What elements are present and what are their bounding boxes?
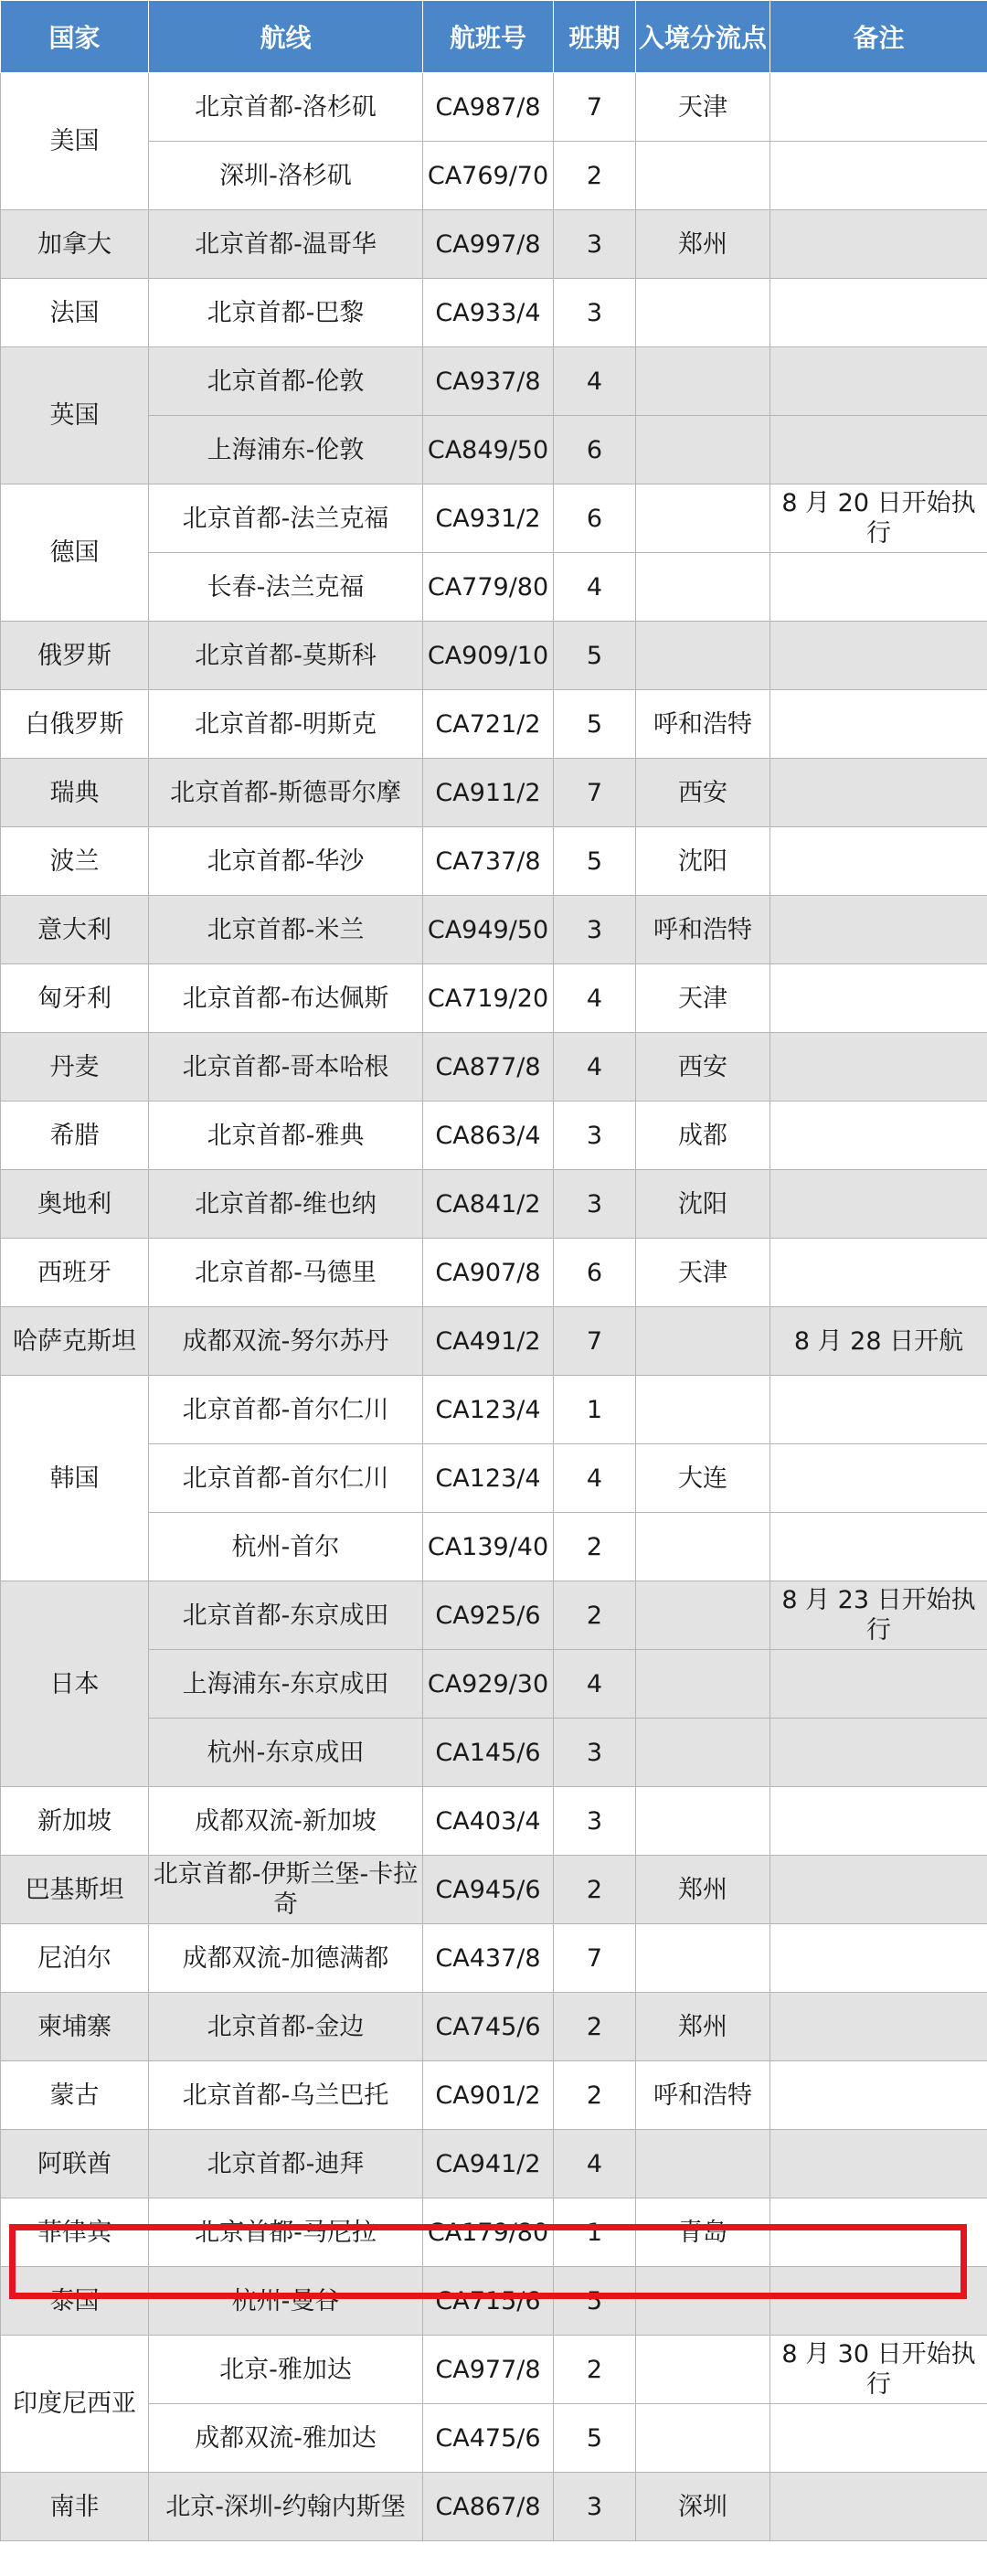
route-cell: 北京-深圳-约翰内斯堡	[149, 2473, 423, 2541]
route-cell: 北京首都-马尼拉	[149, 2198, 423, 2267]
country-cell: 法国	[1, 279, 149, 347]
schedule-cell: 4	[554, 553, 636, 622]
country-cell: 瑞典	[1, 759, 149, 827]
remarks-cell	[770, 896, 987, 964]
remarks-cell	[770, 2130, 987, 2198]
flight-number-cell: CA841/2	[423, 1170, 554, 1239]
country-cell: 德国	[1, 484, 149, 622]
header-row	[1, 1, 987, 73]
route-cell: 北京首都-华沙	[149, 827, 423, 896]
route-cell: 成都双流-努尔苏丹	[149, 1307, 423, 1376]
entry-point-cell	[636, 622, 770, 690]
schedule-cell: 2	[554, 1993, 636, 2061]
remarks-cell	[770, 1650, 987, 1719]
country-cell: 奥地利	[1, 1170, 149, 1239]
schedule-cell: 4	[554, 1033, 636, 1102]
table-row	[1, 1376, 987, 1444]
table-row	[1, 416, 987, 484]
remarks-cell	[770, 1924, 987, 1993]
flight-number-cell: CA907/8	[423, 1239, 554, 1307]
country-cell: 菲律宾	[1, 2198, 149, 2267]
remarks-cell	[770, 1993, 987, 2061]
table-row	[1, 1102, 987, 1170]
remarks-cell	[770, 1033, 987, 1102]
schedule-cell: 6	[554, 1239, 636, 1307]
table-row	[1, 690, 987, 759]
flight-number-cell: CA779/80	[423, 553, 554, 622]
country-cell: 西班牙	[1, 1239, 149, 1307]
table-row	[1, 1033, 987, 1102]
schedule-cell: 2	[554, 2061, 636, 2130]
flight-number-cell: CA937/8	[423, 347, 554, 416]
country-cell: 南非	[1, 2473, 149, 2541]
remarks-cell: 8 月 30 日开始执行	[770, 2336, 987, 2404]
flight-number-cell: CA877/8	[423, 1033, 554, 1102]
entry-point-cell	[636, 1513, 770, 1581]
flight-number-cell: CA867/8	[423, 2473, 554, 2541]
flight-number-cell: CA123/4	[423, 1376, 554, 1444]
entry-point-cell	[636, 2336, 770, 2404]
country-cell: 印度尼西亚	[1, 2336, 149, 2473]
remarks-cell	[770, 622, 987, 690]
country-cell: 波兰	[1, 827, 149, 896]
route-cell: 北京首都-维也纳	[149, 1170, 423, 1239]
route-cell: 北京首都-伊斯兰堡-卡拉奇	[149, 1856, 423, 1924]
schedule-cell: 7	[554, 1307, 636, 1376]
table-row	[1, 1444, 987, 1513]
remarks-cell	[770, 2404, 987, 2473]
table-body	[1, 73, 987, 2541]
country-cell: 意大利	[1, 896, 149, 964]
route-cell: 上海浦东-伦敦	[149, 416, 423, 484]
table-row	[1, 1924, 987, 1993]
remarks-cell: 8 月 20 日开始执行	[770, 484, 987, 553]
entry-point-cell: 沈阳	[636, 827, 770, 896]
schedule-cell: 3	[554, 1170, 636, 1239]
header-country: 国家	[1, 1, 149, 73]
remarks-cell	[770, 1719, 987, 1787]
remarks-cell	[770, 827, 987, 896]
table-row	[1, 73, 987, 142]
table-row	[1, 2336, 987, 2404]
table-row	[1, 553, 987, 622]
country-cell: 英国	[1, 347, 149, 484]
entry-point-cell: 呼和浩特	[636, 896, 770, 964]
table-row	[1, 1307, 987, 1376]
table-row	[1, 2061, 987, 2130]
schedule-cell: 1	[554, 2198, 636, 2267]
table-row	[1, 759, 987, 827]
route-cell: 北京首都-莫斯科	[149, 622, 423, 690]
schedule-cell: 2	[554, 2336, 636, 2404]
entry-point-cell	[636, 1307, 770, 1376]
schedule-cell: 2	[554, 1581, 636, 1650]
entry-point-cell: 郑州	[636, 1856, 770, 1924]
route-cell: 北京首都-雅典	[149, 1102, 423, 1170]
route-cell: 成都双流-加德满都	[149, 1924, 423, 1993]
entry-point-cell: 天津	[636, 73, 770, 142]
route-cell: 深圳-洛杉矶	[149, 142, 423, 210]
schedule-cell: 3	[554, 1102, 636, 1170]
route-cell: 北京首都-乌兰巴托	[149, 2061, 423, 2130]
country-cell: 韩国	[1, 1376, 149, 1581]
entry-point-cell	[636, 347, 770, 416]
schedule-cell: 5	[554, 622, 636, 690]
table-row	[1, 279, 987, 347]
schedule-cell: 6	[554, 416, 636, 484]
country-cell: 丹麦	[1, 1033, 149, 1102]
flight-number-cell: CA403/4	[423, 1787, 554, 1856]
schedule-cell: 7	[554, 73, 636, 142]
schedule-cell: 5	[554, 2404, 636, 2473]
entry-point-cell	[636, 416, 770, 484]
remarks-cell: 8 月 23 日开始执行	[770, 1581, 987, 1650]
entry-point-cell: 沈阳	[636, 1170, 770, 1239]
schedule-cell: 7	[554, 759, 636, 827]
country-cell: 蒙古	[1, 2061, 149, 2130]
country-cell: 尼泊尔	[1, 1924, 149, 1993]
entry-point-cell: 大连	[636, 1444, 770, 1513]
flight-number-cell: CA929/30	[423, 1650, 554, 1719]
country-cell: 新加坡	[1, 1787, 149, 1856]
flight-number-cell: CA721/2	[423, 690, 554, 759]
flight-number-cell: CA925/6	[423, 1581, 554, 1650]
route-cell: 北京首都-金边	[149, 1993, 423, 2061]
flight-number-cell: CA901/2	[423, 2061, 554, 2130]
header-route: 航线	[149, 1, 423, 73]
entry-point-cell: 郑州	[636, 210, 770, 279]
schedule-cell: 2	[554, 1856, 636, 1924]
route-cell: 长春-法兰克福	[149, 553, 423, 622]
flight-number-cell: CA941/2	[423, 2130, 554, 2198]
remarks-cell	[770, 1787, 987, 1856]
table-row	[1, 2473, 987, 2541]
flight-number-cell: CA769/70	[423, 142, 554, 210]
table-row	[1, 1513, 987, 1581]
route-cell: 北京首都-首尔仁川	[149, 1444, 423, 1513]
schedule-cell: 5	[554, 2267, 636, 2336]
remarks-cell	[770, 2473, 987, 2541]
flight-number-cell: CA931/2	[423, 484, 554, 553]
table-row	[1, 1581, 987, 1650]
remarks-cell	[770, 964, 987, 1033]
country-cell: 日本	[1, 1581, 149, 1787]
table-row	[1, 142, 987, 210]
route-cell: 杭州-曼谷	[149, 2267, 423, 2336]
entry-point-cell: 青岛	[636, 2198, 770, 2267]
route-cell: 北京首都-马德里	[149, 1239, 423, 1307]
table-row	[1, 964, 987, 1033]
remarks-cell	[770, 2267, 987, 2336]
flight-number-cell: CA437/8	[423, 1924, 554, 1993]
entry-point-cell	[636, 553, 770, 622]
table-row	[1, 1170, 987, 1239]
route-cell: 北京首都-巴黎	[149, 279, 423, 347]
route-cell: 北京首都-伦敦	[149, 347, 423, 416]
entry-point-cell	[636, 1581, 770, 1650]
flight-number-cell: CA945/6	[423, 1856, 554, 1924]
remarks-cell	[770, 279, 987, 347]
entry-point-cell: 天津	[636, 964, 770, 1033]
remarks-cell	[770, 553, 987, 622]
flight-number-cell: CA849/50	[423, 416, 554, 484]
flight-number-cell: CA933/4	[423, 279, 554, 347]
country-cell: 俄罗斯	[1, 622, 149, 690]
route-cell: 北京首都-温哥华	[149, 210, 423, 279]
flight-number-cell: CA909/10	[423, 622, 554, 690]
table-row	[1, 622, 987, 690]
schedule-cell: 3	[554, 210, 636, 279]
route-cell: 北京首都-东京成田	[149, 1581, 423, 1650]
remarks-cell	[770, 142, 987, 210]
route-cell: 成都双流-雅加达	[149, 2404, 423, 2473]
schedule-cell: 2	[554, 1513, 636, 1581]
remarks-cell	[770, 759, 987, 827]
flight-number-cell: CA737/8	[423, 827, 554, 896]
table-row	[1, 2130, 987, 2198]
table-row	[1, 484, 987, 553]
entry-point-cell: 西安	[636, 759, 770, 827]
entry-point-cell	[636, 1650, 770, 1719]
flight-number-cell: CA145/6	[423, 1719, 554, 1787]
entry-point-cell: 深圳	[636, 2473, 770, 2541]
schedule-cell: 3	[554, 896, 636, 964]
entry-point-cell	[636, 2267, 770, 2336]
entry-point-cell: 呼和浩特	[636, 2061, 770, 2130]
flight-number-cell: CA139/40	[423, 1513, 554, 1581]
country-cell: 美国	[1, 73, 149, 210]
flight-number-cell: CA745/6	[423, 1993, 554, 2061]
schedule-cell: 7	[554, 1924, 636, 1993]
route-cell: 北京首都-迪拜	[149, 2130, 423, 2198]
route-cell: 北京首都-斯德哥尔摩	[149, 759, 423, 827]
remarks-cell	[770, 416, 987, 484]
schedule-cell: 4	[554, 1650, 636, 1719]
schedule-cell: 3	[554, 1719, 636, 1787]
country-cell: 柬埔寨	[1, 1993, 149, 2061]
remarks-cell	[770, 2061, 987, 2130]
table-row	[1, 896, 987, 964]
entry-point-cell: 郑州	[636, 1993, 770, 2061]
remarks-cell	[770, 1444, 987, 1513]
entry-point-cell	[636, 279, 770, 347]
schedule-cell: 1	[554, 1376, 636, 1444]
schedule-cell: 6	[554, 484, 636, 553]
remarks-cell	[770, 1513, 987, 1581]
flight-number-cell: CA863/4	[423, 1102, 554, 1170]
country-cell: 泰国	[1, 2267, 149, 2336]
flight-number-cell: CA911/2	[423, 759, 554, 827]
route-cell: 北京首都-洛杉矶	[149, 73, 423, 142]
table-row	[1, 347, 987, 416]
country-cell: 阿联酋	[1, 2130, 149, 2198]
route-cell: 北京首都-哥本哈根	[149, 1033, 423, 1102]
table-row	[1, 1993, 987, 2061]
route-cell: 北京首都-首尔仁川	[149, 1376, 423, 1444]
schedule-cell: 5	[554, 690, 636, 759]
schedule-cell: 2	[554, 142, 636, 210]
entry-point-cell	[636, 1787, 770, 1856]
country-cell: 加拿大	[1, 210, 149, 279]
schedule-cell: 3	[554, 279, 636, 347]
remarks-cell	[770, 690, 987, 759]
entry-point-cell	[636, 1376, 770, 1444]
remarks-cell: 8 月 28 日开航	[770, 1307, 987, 1376]
entry-point-cell	[636, 1924, 770, 1993]
table-row	[1, 2267, 987, 2336]
table-row	[1, 2404, 987, 2473]
country-cell: 白俄罗斯	[1, 690, 149, 759]
schedule-cell: 5	[554, 827, 636, 896]
route-cell: 成都双流-新加坡	[149, 1787, 423, 1856]
route-cell: 北京首都-米兰	[149, 896, 423, 964]
entry-point-cell	[636, 1719, 770, 1787]
flight-number-cell: CA977/8	[423, 2336, 554, 2404]
schedule-cell: 3	[554, 1787, 636, 1856]
remarks-cell	[770, 1239, 987, 1307]
route-cell: 北京首都-布达佩斯	[149, 964, 423, 1033]
header-remarks: 备注	[770, 1, 987, 73]
flight-number-cell: CA179/80	[423, 2198, 554, 2267]
schedule-cell: 4	[554, 1444, 636, 1513]
table-row	[1, 1787, 987, 1856]
table-row	[1, 2198, 987, 2267]
remarks-cell	[770, 347, 987, 416]
flight-number-cell: CA715/6	[423, 2267, 554, 2336]
table-row	[1, 1719, 987, 1787]
flight-number-cell: CA491/2	[423, 1307, 554, 1376]
entry-point-cell: 成都	[636, 1102, 770, 1170]
entry-point-cell	[636, 2130, 770, 2198]
header-entry-point: 入境分流点	[636, 1, 770, 73]
table-row	[1, 1239, 987, 1307]
schedule-cell: 3	[554, 2473, 636, 2541]
table-row	[1, 1650, 987, 1719]
remarks-cell	[770, 1102, 987, 1170]
flight-number-cell: CA475/6	[423, 2404, 554, 2473]
country-cell: 巴基斯坦	[1, 1856, 149, 1924]
flight-number-cell: CA987/8	[423, 73, 554, 142]
remarks-cell	[770, 2198, 987, 2267]
country-cell: 希腊	[1, 1102, 149, 1170]
country-cell: 匈牙利	[1, 964, 149, 1033]
schedule-cell: 4	[554, 347, 636, 416]
route-cell: 北京-雅加达	[149, 2336, 423, 2404]
country-cell: 哈萨克斯坦	[1, 1307, 149, 1376]
route-cell: 北京首都-法兰克福	[149, 484, 423, 553]
schedule-cell: 4	[554, 964, 636, 1033]
route-cell: 杭州-首尔	[149, 1513, 423, 1581]
flight-number-cell: CA949/50	[423, 896, 554, 964]
header-flight-number: 航班号	[423, 1, 554, 73]
entry-point-cell: 天津	[636, 1239, 770, 1307]
remarks-cell	[770, 1856, 987, 1924]
schedule-cell: 4	[554, 2130, 636, 2198]
remarks-cell	[770, 210, 987, 279]
table-row	[1, 210, 987, 279]
route-cell: 北京首都-明斯克	[149, 690, 423, 759]
table-row	[1, 1856, 987, 1924]
flight-number-cell: CA719/20	[423, 964, 554, 1033]
route-cell: 杭州-东京成田	[149, 1719, 423, 1787]
entry-point-cell: 呼和浩特	[636, 690, 770, 759]
table-row	[1, 827, 987, 896]
route-cell: 上海浦东-东京成田	[149, 1650, 423, 1719]
remarks-cell	[770, 1376, 987, 1444]
remarks-cell	[770, 1170, 987, 1239]
flight-number-cell: CA123/4	[423, 1444, 554, 1513]
entry-point-cell	[636, 484, 770, 553]
entry-point-cell	[636, 142, 770, 210]
entry-point-cell: 西安	[636, 1033, 770, 1102]
entry-point-cell	[636, 2404, 770, 2473]
header-schedule: 班期	[554, 1, 636, 73]
remarks-cell	[770, 73, 987, 142]
flight-number-cell: CA997/8	[423, 210, 554, 279]
